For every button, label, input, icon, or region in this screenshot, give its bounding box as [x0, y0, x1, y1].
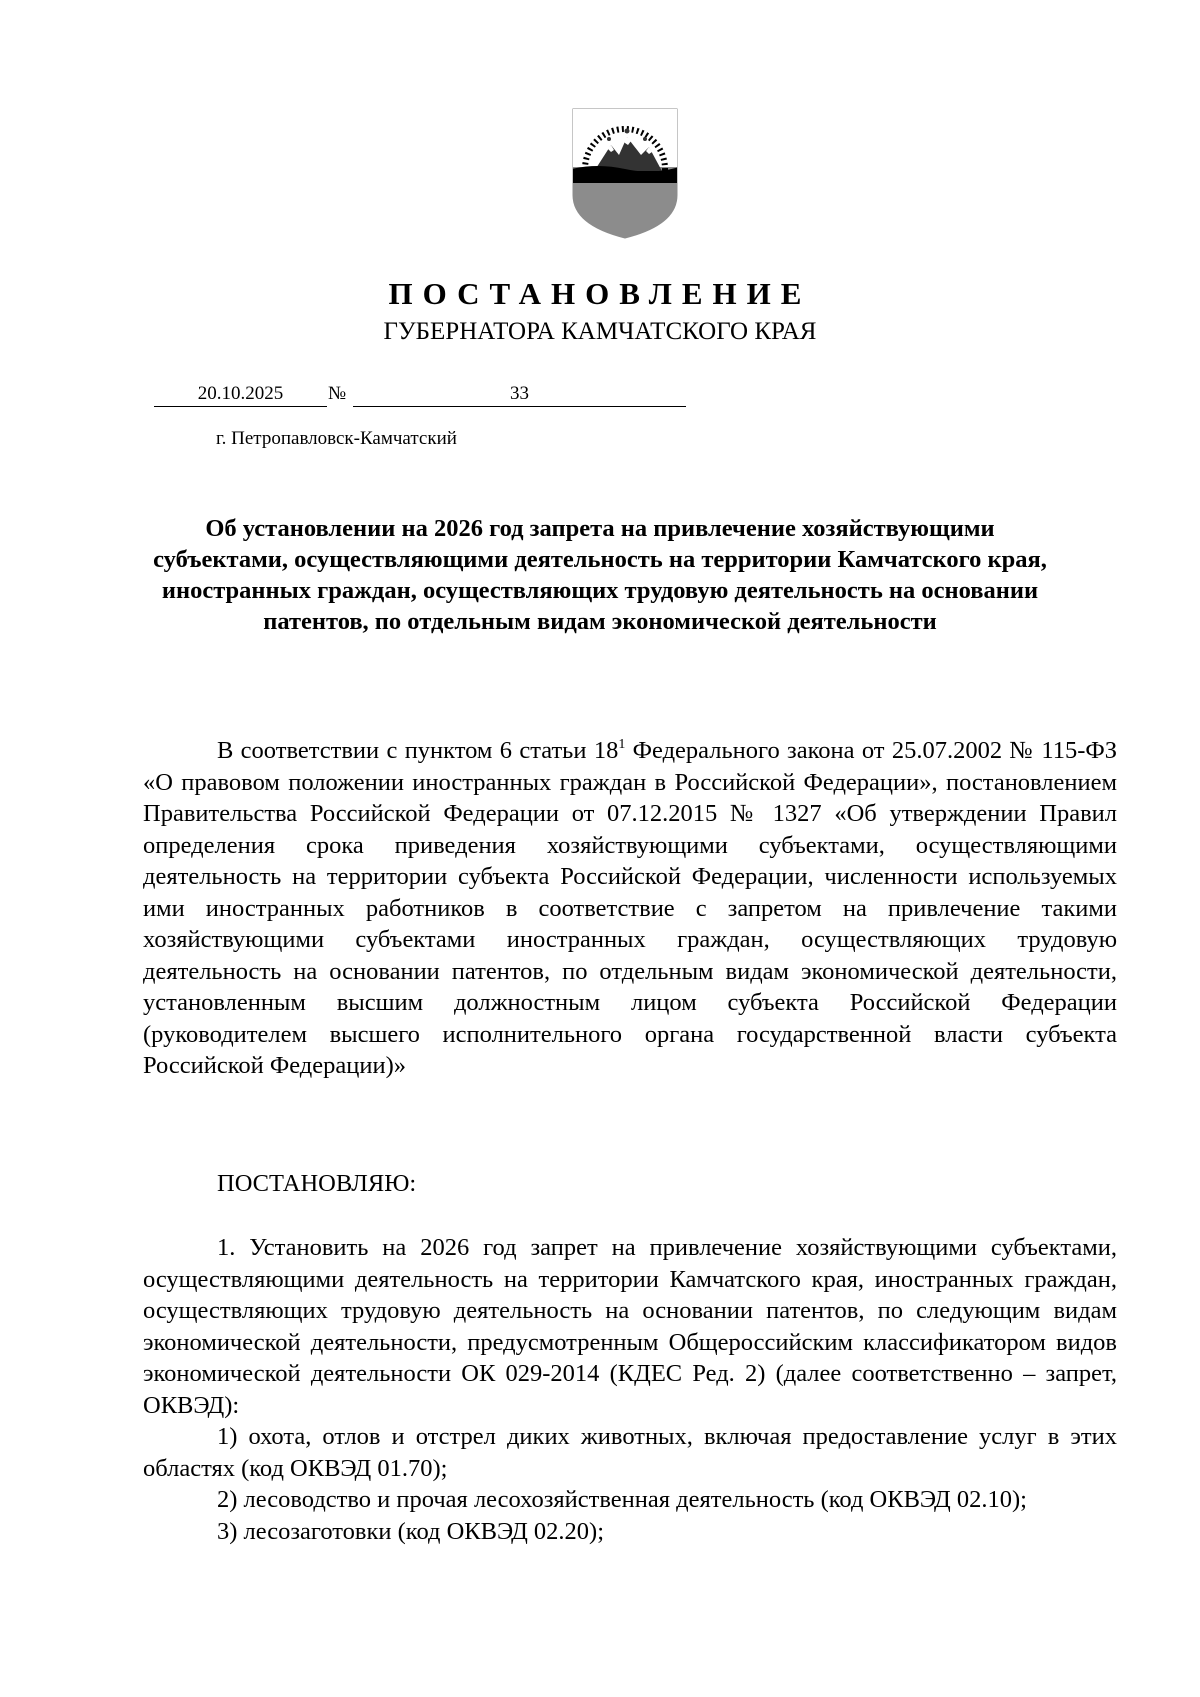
- document-number: 33: [353, 380, 686, 407]
- document-title: ПОСТАНОВЛЕНИЕ: [388, 276, 812, 311]
- article-superscript: 1: [618, 737, 626, 752]
- list-item: 1. Установить на 2026 год запрет на привлечение хозяйствующими субъектами, осуществляющими деятельность на территории Камчатского края, иностранных граждан, осуществляющих трудовую деятельность на основании патентов, по следующим видам экономической деятельности, предусмотренным Общероссийским классификатором видов экономической деятельности ОК 029-2014 (КДЕС Ред. 2) (далее соответственно – запрет, ОКВЭД):: [143, 1234, 1117, 1419]
- preamble-paragraph: [143, 735, 1117, 1082]
- items-section: [143, 1232, 1117, 1547]
- preamble: [143, 735, 1117, 1082]
- preamble-text-start: В соответствии с пунктом 6 статьи 18: [217, 737, 619, 764]
- list-item: 2) лесоводство и прочая лесохозяйственная деятельность (код ОКВЭД 02.10);: [217, 1486, 1027, 1513]
- document-heading: Об установлении на 2026 год запрета на привлечение хозяйствующими субъектами, осуществляющими деятельность на территории Камчатского края, иностранных граждан, осуществляющих трудовую деятельность на основании патентов, по отдельным видам экономической деятельности: [153, 515, 1047, 635]
- document-city: г. Петропавловск-Камчатский: [216, 428, 457, 449]
- list-item: 1) охота, отлов и отстрел диких животных, включая предоставление услуг в этих областях (код ОКВЭД 01.70);: [143, 1423, 1117, 1482]
- document-subtitle: ГУБЕРНАТОРА КАМЧАТСКОГО КРАЯ: [383, 318, 817, 345]
- document-date: 20.10.2025: [154, 380, 327, 407]
- number-sign: №: [328, 383, 347, 404]
- list-item: 3) лесозаготовки (код ОКВЭД 02.20);: [217, 1517, 604, 1545]
- decree-word: ПОСТАНОВЛЯЮ:: [217, 1170, 417, 1197]
- preamble-text-rest: Федерального закона от 25.07.2002 № 115-ФЗ «О правовом положении иностранных граждан в Российской Федерации», постановлением Правительства Российской Федерации от 07.12.2015 № 1327 «Об утверждении Правил определения срока приведения хозяйствующими субъектами, осуществляющими деятельность на территории субъекта Российской Федерации, численности используемых ими иностранных работников в соответствие с запретом на привлечение такими хозяйствующими субъектами иностранных граждан, осуществляющих трудовую деятельность на основании патентов, по отдельным видам экономической деятельности, установленным высшим должностным лицом субъекта Российской Федерации (руководителем высшего исполнительного органа государственной власти субъекта Российской Федерации)»: [143, 737, 1117, 1079]
- coat-of-arms-icon: [571, 107, 679, 240]
- decree-section: [143, 1168, 1117, 1200]
